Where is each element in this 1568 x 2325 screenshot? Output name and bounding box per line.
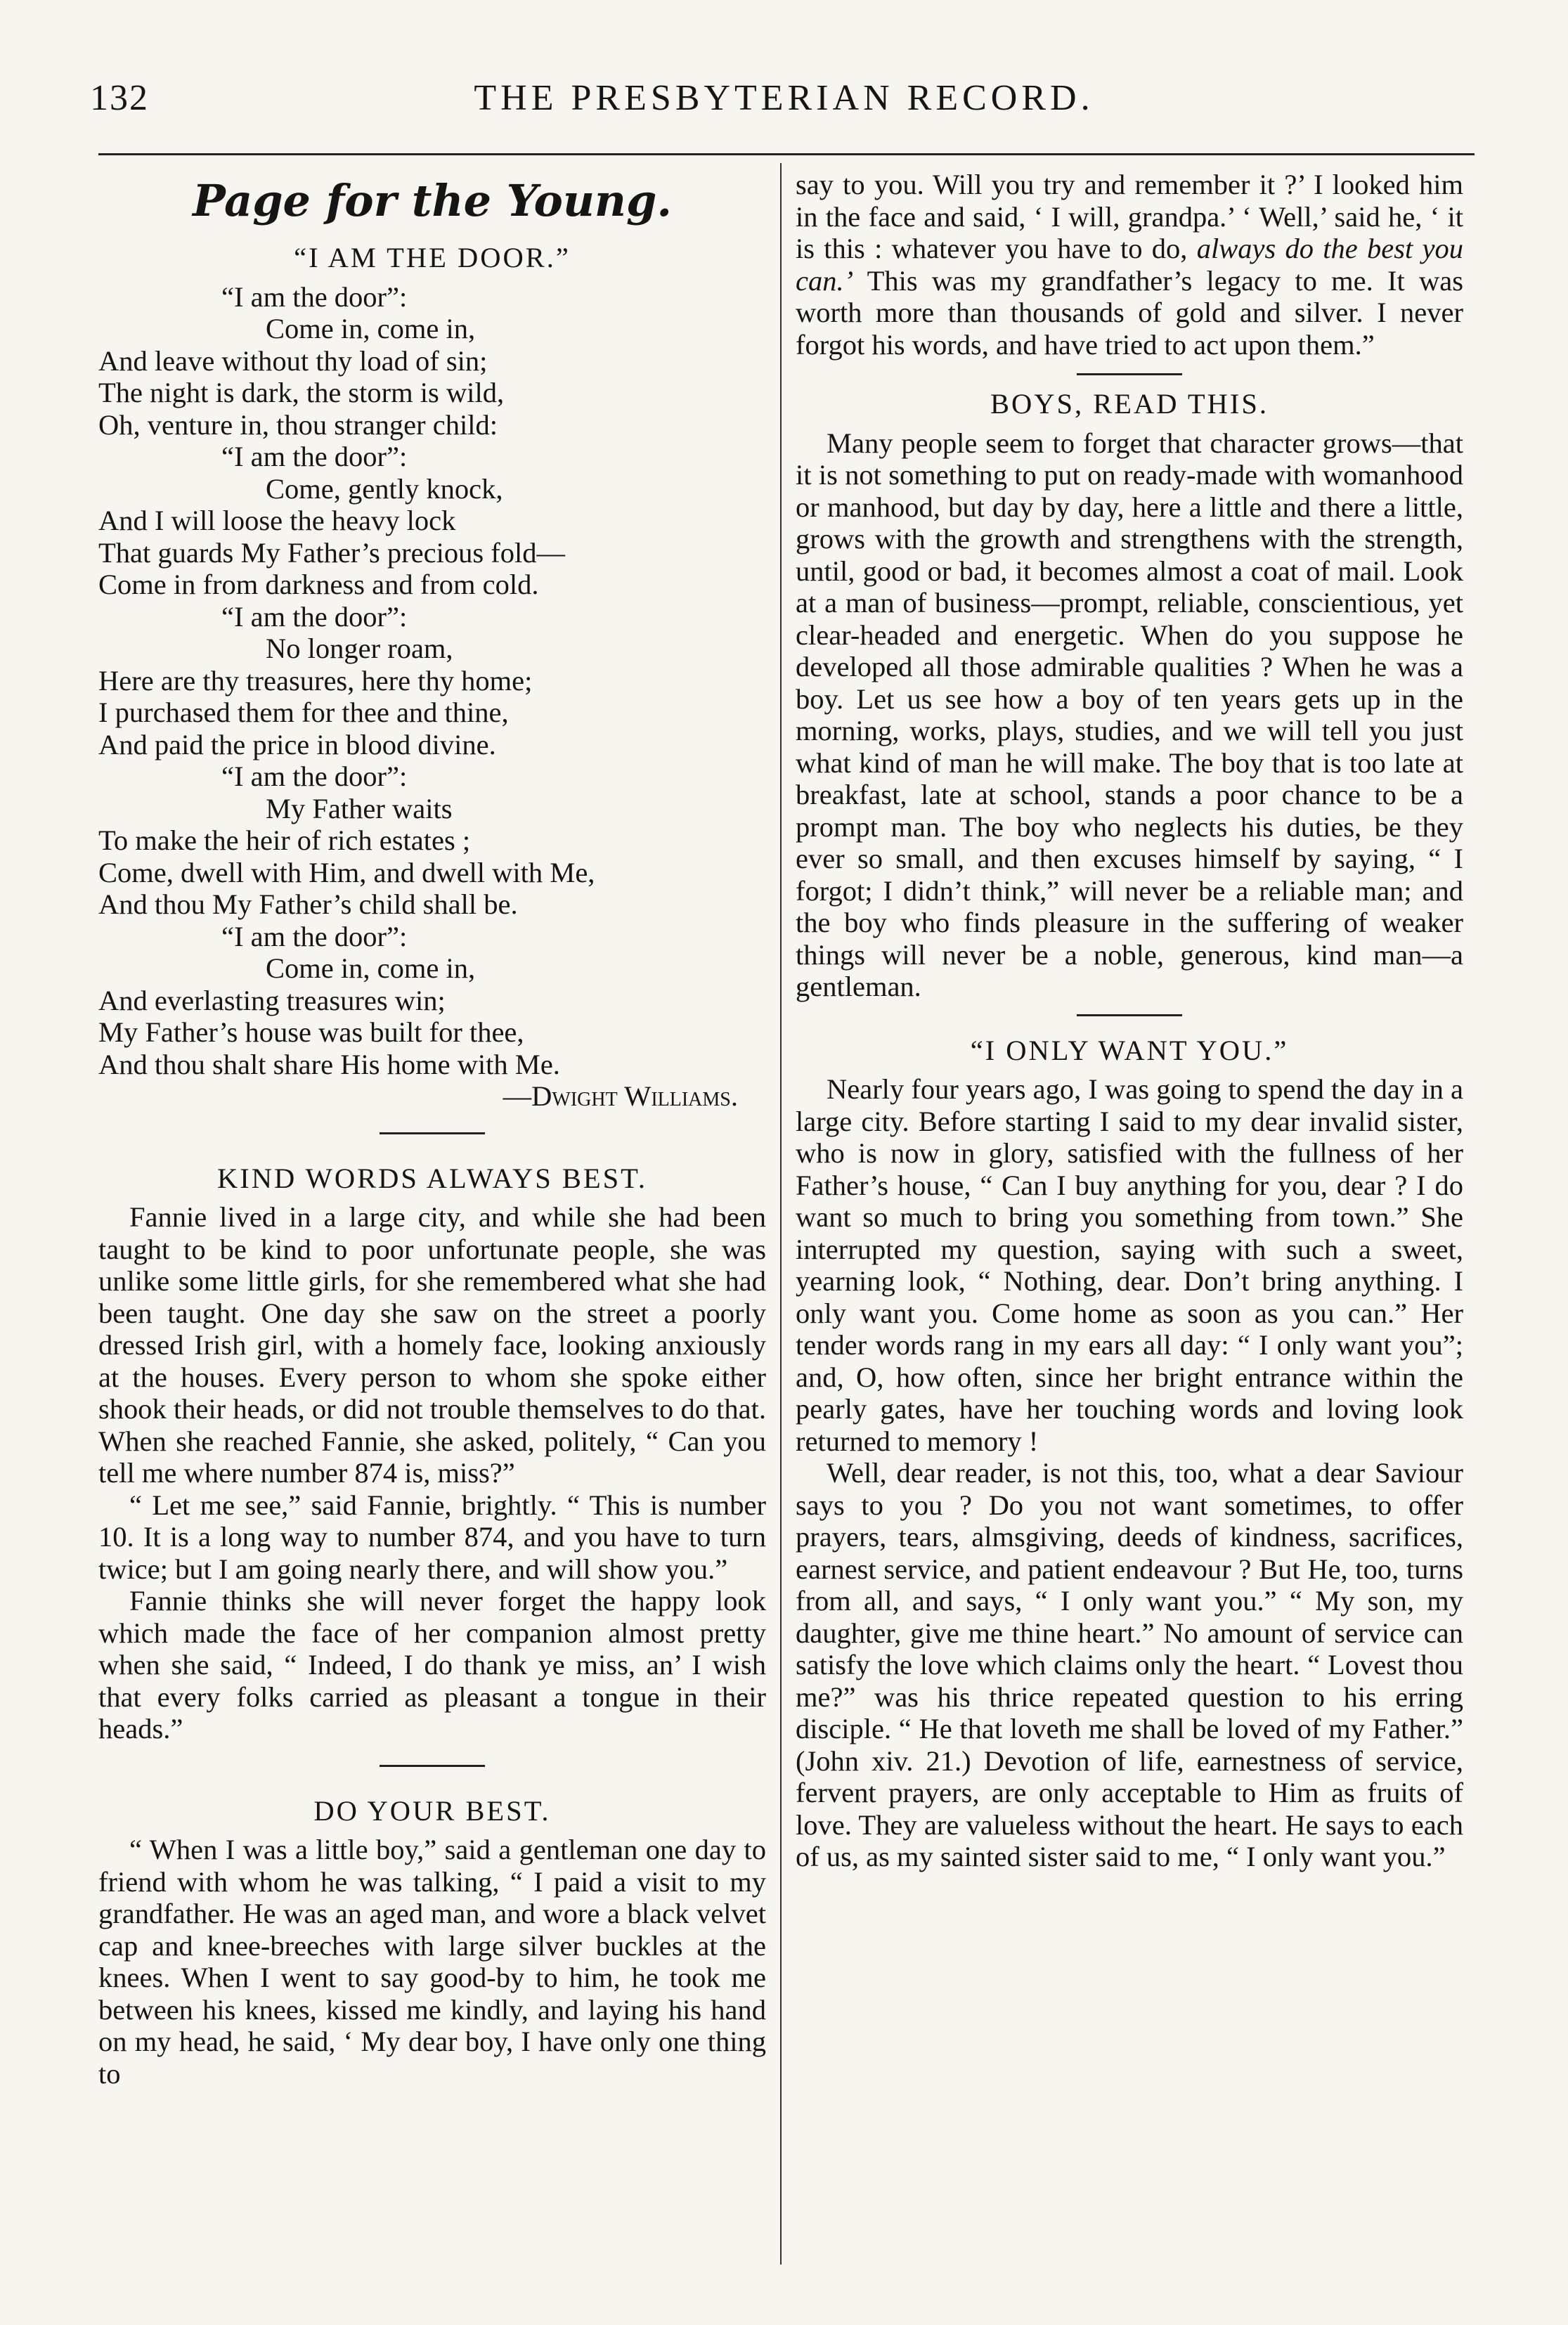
only-want-title: “I ONLY WANT YOU.” <box>970 1034 1289 1066</box>
poem-line: My Father’s house was built for thee, <box>98 1016 524 1048</box>
left-column <box>98 169 766 2090</box>
poem-line: Oh, venture in, thou stranger child: <box>98 408 498 441</box>
boys-title: BOYS, READ THIS. <box>990 388 1269 420</box>
poem-line: Come, dwell with Him, and dwell with Me, <box>98 856 595 888</box>
only-want-paragraph: Nearly four years ago, I was going to spend the day in a large city. Before starting I said to my dear invalid sister, who is now in glory, satisfied with the fullness of her Father’s house, “ Can I buy anything for you, dear ? I do want so much to bring you something from town.” She interrupted my question, saying with such a sweet, yearning look, “ Nothing, dear. Don’t bring anything. I only want you. Come home as soon as you can.” Her tender words rang in my ears all day: “ I only want you”; and, O, how often, since her bright entrance within the pearly gates, have her touching words and loving look returned to memory ! <box>796 1073 1463 1457</box>
kind-words-paragraph: Fannie lived in a large city, and while she had been taught to be kind to poor unfortunate people, she was unlike some little girls, for she remembered what she had been taught. One day she saw on the street a poorly dressed Irish girl, with a homely face, looking anxiously at the houses. Every person to whom she spoke either shook their heads, or did not trouble themselves to do that. When she reached Fannie, she asked, politely, “ Can you tell me where number 874 is, miss?” <box>98 1201 766 1489</box>
column-divider <box>780 163 782 2265</box>
page-number: 132 <box>90 78 149 118</box>
poem-line: And leave without thy load of sin; <box>98 344 488 377</box>
only-want-paragraph: Well, dear reader, is not this, too, what a dear Saviour says to you ? Do you not want sometimes, to offer prayers, tears, almsgiving, deeds of kindness, sacrifices, earnest service, and patient endeavour ? But He, too, turns from all, and says, “ I only want you.” “ My son, my daughter, give me thine heart.” No amount of service can satisfy the love which claims only the heart. “ Lovest thou me?” was his thrice repeated question to his erring disciple. “ He that loveth me shall be loved of my Father.” (John xiv. 21.) Devotion of life, earnestness of service, fervent prayers, are only acceptable to Him as fruits of love. They are valueless without the heart. He says to each of us, as my sainted sister said to me, “ I only want you.” <box>796 1457 1463 1872</box>
right-column <box>796 169 1463 1873</box>
poem-line: That guards My Father’s precious fold— <box>98 536 565 569</box>
kind-words-paragraph: Fannie thinks she will never forget the happy look which made the face of her companion almost pretty when she said, “ Indeed, I do thank ye miss, an’ I wish that every folks carried as pleasant a tongue in their heads.” <box>98 1585 766 1744</box>
poem-line: The night is dark, the storm is wild, <box>98 377 505 408</box>
section-divider <box>1077 1014 1182 1016</box>
poem-line: “I am the door”: <box>221 920 408 952</box>
header-rule <box>98 153 1475 155</box>
section-heading: Page for the Young. <box>193 175 672 226</box>
section-divider <box>380 1765 485 1767</box>
do-your-best-title: DO YOUR BEST. <box>313 1794 551 1827</box>
section-divider <box>1077 373 1182 375</box>
poem-title: “I AM THE DOOR.” <box>294 242 571 273</box>
poem-line: “I am the door”: <box>221 760 408 792</box>
poem-line: And paid the price in blood divine. <box>98 728 496 760</box>
continuation-text: say to you. Will you try and remember it ?’ I looked him in the face and said, ‘ I will, grandpa.’ ‘ Well,’ said he, ‘ it is this : whatever you have to do, <box>796 169 1463 264</box>
poem-line: “I am the door”: <box>221 280 408 313</box>
poem-line: And everlasting treasures win; <box>98 984 446 1016</box>
page-header <box>0 77 1568 141</box>
continuation-text: This was my grandfather’s legacy to me. It was worth more than thousands of gold and silver. I never forgot his words, and have tried to act upon them.” <box>796 264 1463 361</box>
poem-line: Come in, come in, <box>266 952 476 984</box>
poem-line: Come in, come in, <box>266 313 476 344</box>
poem-line: Come, gently knock, <box>266 472 503 505</box>
section-divider <box>380 1132 485 1134</box>
kind-words-paragraph: “ Let me see,” said Fannie, brightly. “ This is number 10. It is a long way to number 874, and you have to turn twice; but I am going nearly there, and will show you.” <box>98 1489 766 1585</box>
poem-line: “I am the door”: <box>221 600 408 633</box>
poem-line: I purchased them for thee and thine, <box>98 697 509 728</box>
poem-line: “I am the door”: <box>221 441 408 472</box>
poem-line: Come in from darkness and from cold. <box>98 569 539 600</box>
poem <box>98 242 766 1113</box>
boys-paragraph: Many people seem to forget that character grows—that it is not something to put on ready-made with womanhood or manhood, but day by day, here a little and there a little, grows with the growth and strengthens with the strength, until, good or bad, it becomes almost a coat of mail. Look at a man of business—prompt, reliable, conscientious, yet clear-headed and energetic. When do you suppose he developed all those admirable qualities ? When he was a boy. Let us see how a boy of ten years gets up in the morning, works, plays, studies, and we will tell you just what kind of man he will make. The boy that is too late at breakfast, late at school, stands a poor chance to be a prompt man. The boy who neglects his duties, be they ever so small, and then excuses himself by saying, “ I forgot; I didn’t think,” will never be a reliable man; and the boy who finds pleasure in the suffering of weaker things will never be a noble, generous, kind man—a gentleman. <box>796 427 1463 1002</box>
poem-author: —Dwight Williams. <box>503 1080 738 1112</box>
poem-line: And thou shalt share His home with Me. <box>98 1048 560 1080</box>
poem-line: No longer roam, <box>266 633 453 664</box>
poem-line: To make the heir of rich estates ; <box>98 824 471 856</box>
do-your-best-continuation <box>796 169 1463 361</box>
do-your-best-paragraph: “ When I was a little boy,” said a gentleman one day to friend with whom he was talking, “ I paid a visit to my grandfather. He was an aged man, and wore a black velvet cap and knee-breeches with large silver buckles at the knees. When I went to say good-by to him, he took me between his knees, kissed me kindly, and laying his hand on my head, he said, ‘ My dear boy, I have only one thing to <box>98 1834 766 2090</box>
poem-line: And I will loose the heavy lock <box>98 505 456 536</box>
poem-line: Here are thy treasures, here thy home; <box>98 664 533 697</box>
kind-words-title: KIND WORDS ALWAYS BEST. <box>216 1162 648 1194</box>
continuation-italic: always do the best you can.’ <box>796 233 1464 297</box>
poem-line: And thou My Father’s child shall be. <box>98 888 518 920</box>
running-title: THE PRESBYTERIAN RECORD. <box>474 78 1094 118</box>
poem-line: My Father waits <box>266 792 453 824</box>
